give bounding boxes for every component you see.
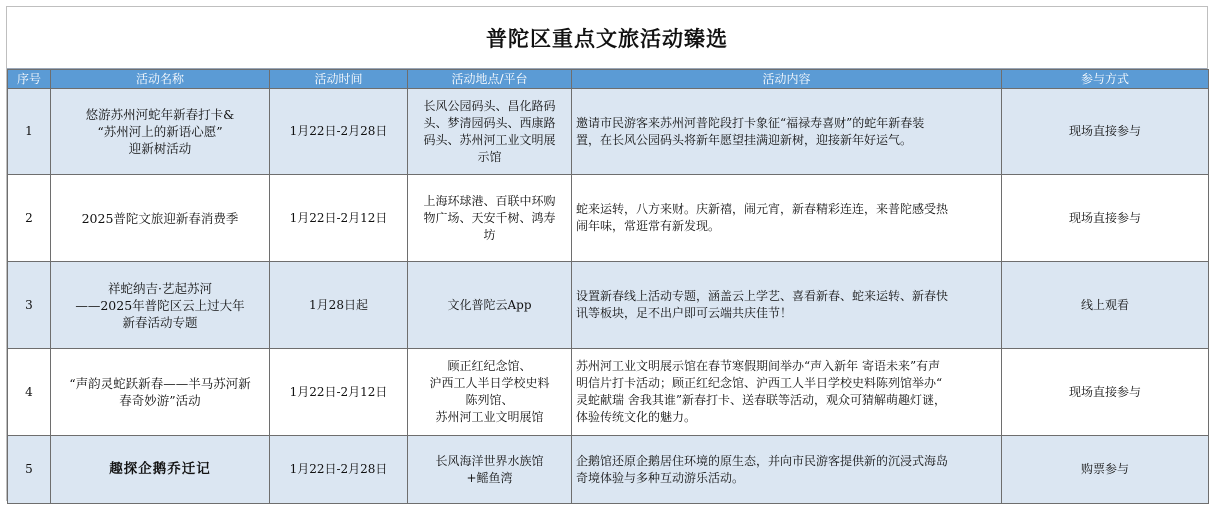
- header-row: [8, 70, 1209, 89]
- place-line: 物广场、天安千树、鸿寿: [423, 210, 556, 225]
- cell-time[interactable]: 1月28日起: [270, 262, 408, 349]
- place-line: 沪西工人半日学校史料: [429, 376, 550, 390]
- place-line: 长风海洋世界水族馆: [435, 453, 544, 468]
- content-line: 设置新春线上活动专题，涵盖云上学艺、喜看新春、蛇来运转、新春快: [576, 289, 949, 303]
- content-line: 邀请市民游客来苏州河普陀段打卡象征“福禄寿喜财”的蛇年新春装: [576, 115, 925, 130]
- content-line: 灵蛇献瑞 舍我其谁”新春打卡、送春联等活动，观众可猜解萌趣灯谜，: [576, 393, 946, 407]
- content-line: 蛇来运转，八方来财。庆新禧，闹元宵，新春精彩连连，来普陀感受热: [576, 202, 949, 216]
- table-row: [8, 89, 1209, 175]
- cell-place[interactable]: [408, 436, 572, 504]
- content-line: 置，在长风公园码头将新年愿望挂满迎新树，迎接新年好运气。: [576, 132, 913, 147]
- place-line: 码头、苏州河工业文明展: [423, 132, 556, 147]
- content-line: 明信片打卡活动；顾正红纪念馆、沪西工人半日学校史料陈列馆举办“: [576, 376, 943, 390]
- place-line: 苏州河工业文明展馆: [435, 410, 544, 424]
- content-line: 苏州河工业文明展示馆在春节寒假期间举办“声入新年 寄语未来”有声: [576, 359, 941, 373]
- place-line: 陈列馆、: [465, 393, 514, 407]
- place-line: 文化普陀云App: [447, 297, 532, 312]
- name-line: ——2025年普陀区云上过大年: [75, 297, 245, 313]
- cell-mode[interactable]: 现场直接参与: [1002, 349, 1209, 436]
- table-row: [8, 349, 1209, 436]
- cell-place[interactable]: [408, 175, 572, 262]
- spreadsheet: [6, 6, 1208, 501]
- table-row: [8, 175, 1209, 262]
- name-line: 迎新树活动: [128, 141, 192, 156]
- cell-content[interactable]: [572, 436, 1002, 504]
- header-name[interactable]: 活动名称: [51, 70, 270, 89]
- place-line: 上海环球港、百联中环购: [423, 193, 556, 208]
- cell-no[interactable]: 4: [8, 349, 51, 436]
- header-time[interactable]: 活动时间: [270, 70, 408, 89]
- name-line: 祥蛇纳吉·艺起苏河: [108, 280, 212, 296]
- place-line: 顾正红纪念馆、: [447, 359, 532, 373]
- content-line: 奇境体验与多种互动游乐活动。: [576, 470, 745, 485]
- place-line: 示馆: [477, 149, 502, 164]
- place-line: 坊: [483, 227, 496, 242]
- cell-time[interactable]: 1月22日-2月28日: [270, 436, 408, 504]
- cell-name[interactable]: [51, 436, 270, 504]
- cell-mode[interactable]: 现场直接参与: [1002, 89, 1209, 175]
- content-line: 讯等板块，足不出户即可云端共庆佳节！: [576, 306, 793, 320]
- name-line: “声韵灵蛇跃新春——半马苏河新: [69, 376, 251, 391]
- sheet-title[interactable]: 普陀区重点文旅活动臻选: [7, 7, 1207, 69]
- cell-name[interactable]: [51, 262, 270, 349]
- cell-content[interactable]: [572, 262, 1002, 349]
- cell-mode[interactable]: 线上观看: [1002, 262, 1209, 349]
- header-mode[interactable]: 参与方式: [1002, 70, 1209, 89]
- place-line: 头、梦清园码头、西康路: [423, 115, 556, 130]
- cell-mode[interactable]: 购票参与: [1002, 436, 1209, 504]
- content-line: 闹年味，常逛常有新发现。: [576, 219, 721, 233]
- cell-place[interactable]: [408, 349, 572, 436]
- name-line: 趣探企鹅乔迁记: [109, 461, 211, 477]
- table-row: [8, 262, 1209, 349]
- cell-content[interactable]: [572, 89, 1002, 175]
- name-line: 悠游苏州河蛇年新春打卡&: [85, 107, 235, 122]
- cell-place[interactable]: [408, 89, 572, 175]
- content-line: 企鹅馆还原企鹅居住环境的原生态，并向市民游客提供新的沉浸式海岛: [576, 453, 949, 468]
- cell-content[interactable]: [572, 175, 1002, 262]
- cell-place[interactable]: [408, 262, 572, 349]
- place-line: 长风公园码头、昌化路码: [423, 98, 556, 113]
- cell-time[interactable]: 1月22日-2月12日: [270, 175, 408, 262]
- cell-mode[interactable]: 现场直接参与: [1002, 175, 1209, 262]
- name-line: 春奇妙游”活动: [119, 393, 201, 408]
- cell-no[interactable]: 5: [8, 436, 51, 504]
- name-line: “苏州河上的新语心愿”: [97, 124, 223, 139]
- header-content[interactable]: 活动内容: [572, 70, 1002, 89]
- cell-no[interactable]: 1: [8, 89, 51, 175]
- name-line: 新春活动专题: [122, 314, 198, 330]
- cell-content[interactable]: [572, 349, 1002, 436]
- place-line: +鳐鱼湾: [466, 470, 513, 485]
- cell-name[interactable]: [51, 89, 270, 175]
- cell-no[interactable]: 2: [8, 175, 51, 262]
- cell-name[interactable]: [51, 175, 270, 262]
- content-line: 体验传统文化的魅力。: [576, 410, 697, 424]
- cell-no[interactable]: 3: [8, 262, 51, 349]
- activity-table: [7, 69, 1209, 504]
- cell-time[interactable]: 1月22日-2月12日: [270, 349, 408, 436]
- cell-time[interactable]: 1月22日-2月28日: [270, 89, 408, 175]
- cell-name[interactable]: [51, 349, 270, 436]
- name-line: 2025普陀文旅迎新春消费季: [81, 210, 239, 226]
- table-row: [8, 436, 1209, 504]
- header-place[interactable]: 活动地点/平台: [408, 70, 572, 89]
- header-no[interactable]: 序号: [8, 70, 51, 89]
